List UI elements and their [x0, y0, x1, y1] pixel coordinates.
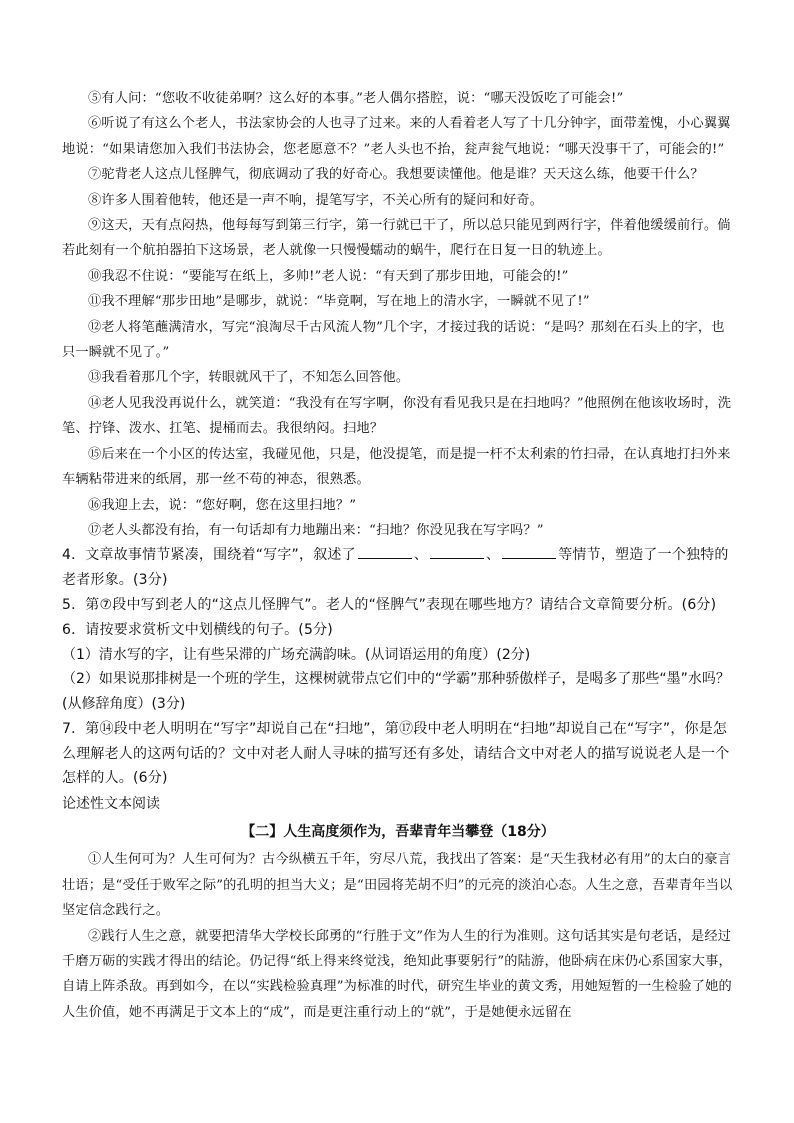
question-6-part-1: （1）清水写的字，让有些呆滞的广场充满韵味。(从词语运用的角度）(2分) [62, 646, 531, 663]
answer-blank-2[interactable] [430, 544, 484, 559]
story-paragraph-8: ⑧许多人围着他转，他还是一声不响，提笔写字，不关心所有的疑问和好奇。 [88, 192, 544, 208]
story-paragraph-5: ⑤有人问：“您收不收徒弟啊？这么好的本事。”老人偶尔搭腔，说：“哪天没饭吃了可能会!” [88, 91, 624, 106]
question-7: 7．第⑭段中老人明明在“写字”却说自己在“扫地”，第⑰段中老人明明在“扫地”却说自己在“写字”，你是怎么理解老人的这两句话的？文中对老人耐人寻味的描写还有多处，请结合文中对老人的描写说说老人是一个怎样的人。(6分) [62, 720, 730, 787]
section-title: 【二】人生高度须作为，吾辈青年当攀登（18分） [241, 824, 555, 841]
blank-separator: 、 [486, 547, 501, 564]
answer-blank-3[interactable] [502, 544, 556, 559]
question-4-tail: 等情节，塑造了一个独特的老者形象。(3分) [62, 547, 729, 589]
story-paragraph-9: ⑨这天，天有点闷热，他每每写到第三行字，第一行就已干了，所以总只能见到两行字，伴着他缓缓前行。倘若此刻有一个航拍器拍下这场景，老人就像一只慢慢蠕动的蜗牛，爬行在日复一日的轨迹上。 [62, 218, 731, 259]
story-paragraph-7: ⑦驼背老人这点儿怪脾气，彻底调动了我的好奇心。我想要读懂他。他是谁？天天这么练，他要干什么？ [88, 167, 704, 183]
questions-block [62, 543, 734, 791]
story-paragraph-14: ⑭老人见我没再说什么，就笑道：“我没有在写字啊，你没有看见我只是在扫地吗？”他照例在他该收场时，洗笔、拧锋、泼水、扛笔、提桶而去。我很纳闷。扫地？ [62, 395, 732, 437]
blank-separator: 、 [413, 547, 429, 564]
essay-passage [62, 847, 734, 1025]
story-paragraph-13: ⑬我看着那几个字，转眼就风干了，不知怎么回答他。 [88, 370, 410, 386]
question-4 [62, 543, 734, 593]
story-paragraph-15: ⑮后来在一个小区的传达室，我碰见他，只是，他没提笔，而是提一杆不太利索的竹扫帚，在认真地打扫外来车辆粘带进来的纸屑，那一丝不苟的神态，很熟悉。 [62, 446, 731, 488]
question-5: 5．第⑦段中写到老人的“这点儿怪脾气”。老人的“怪脾气”表现在哪些地方？请结合文章简要分析。(6分) [62, 596, 717, 613]
story-passage [62, 86, 734, 543]
question-4-text: 4．文章故事情节紧凑，围绕着“写字”，叙述了 [62, 547, 356, 564]
story-paragraph-6: ⑥听说了有这么个老人，书法家协会的人也寻了过来。来的人看着老人写了十几分钟字，面带羞愧，小心翼翼地说：“如果请您加入我们书法协会，您老愿意不？”老人头也不抬，瓮声瓮气地说：“哪天没事干了，可能会的!” [62, 116, 731, 157]
story-paragraph-10: ⑩我忍不住说：“要能写在纸上，多帅!”老人说：“有天到了那步田地，可能会的!” [88, 268, 569, 284]
story-paragraph-11: ⑪我不理解“那步田地”是哪步，就说：“毕竟啊，写在地上的清水字，一瞬就不见了!” [88, 294, 590, 310]
essay-paragraph-2: ②践行人生之意，就要把清华大学校长邱勇的“行胜于文”作为人生的行为准则。这句话其实是句老话，是经过千磨万砺的实践才得出的结论。仍记得“纸上得来终觉浅，绝知此事要躬行”的陆游，他卧病在床仍心系国家大事，自请上阵杀敌。再到如今，在以“实践检验真理”为标准的时代，研究生毕业的黄文秀，用她短暂的一生检验了她的人生价值，她不再满足于文本上的“成”，而是更注重行动上的“就”，于是她便永远留在 [62, 928, 732, 1020]
essay-paragraph-1: ①人生何可为？人生可何为？古今纵横五千年，穷尽八荒，我找出了答案：是“天生我材必有用”的太白的豪言壮语；是“受任于败军之际”的孔明的担当大义；是“田园将芜胡不归”的元亮的淡泊心态。人生之意，吾辈青年当以坚定信念践行之。 [62, 852, 733, 919]
question-6-part-2: （2）如果说那排树是一个班的学生，这棵树就带点它们中的“学霸”那种骄傲样子，是喝多了那些“墨”水吗？(从修辞角度）(3分) [62, 671, 730, 713]
section-label: 论述性文本阅读 [62, 796, 160, 813]
story-paragraph-12: ⑫老人将笔蘸满清水，写完“浪淘尽千古风流人物”几个字，才接过我的话说：“是吗？那刻在石头上的字，也只一瞬就不见了。” [62, 319, 725, 361]
story-paragraph-16: ⑯我迎上去，说：“您好啊，您在这里扫地？” [88, 497, 357, 513]
answer-blank-1[interactable] [358, 544, 412, 559]
story-paragraph-17: ⑰老人头都没有抬，有一句话却有力地蹦出来：“扫地？你没见我在写字吗？” [88, 522, 544, 538]
question-6: 6．请按要求赏析文中划横线的句子。(5分) [62, 621, 333, 638]
